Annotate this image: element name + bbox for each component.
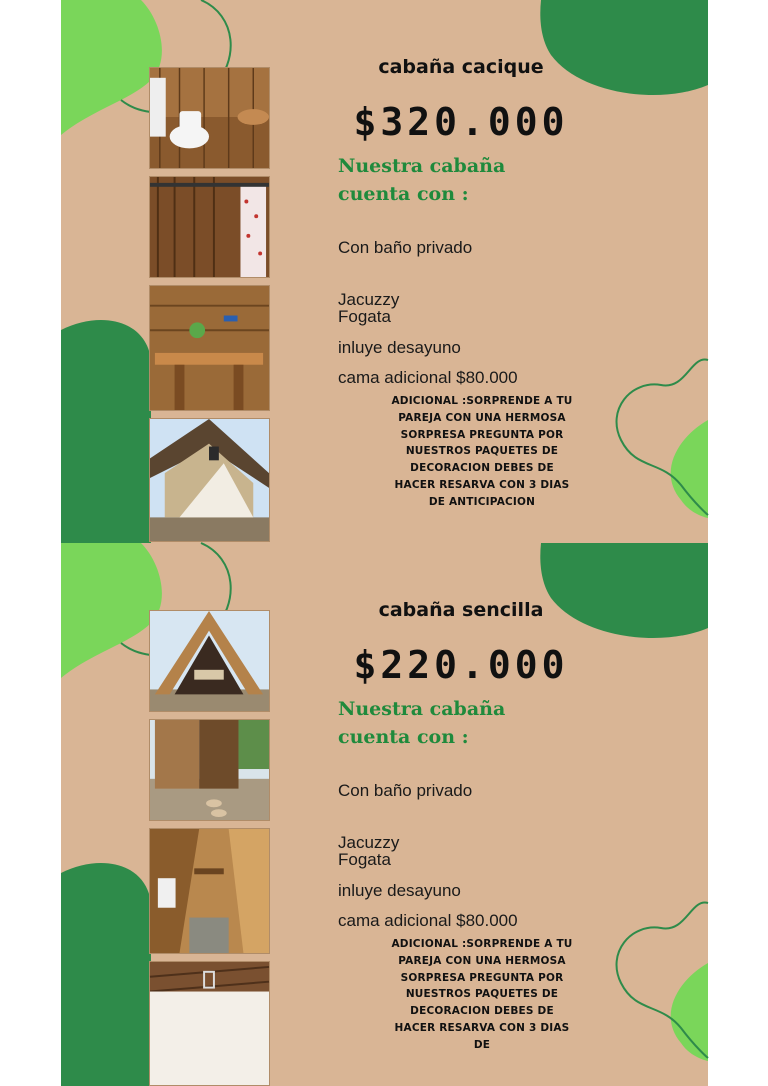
bathroom-toilet-photo [149,67,270,169]
cabin-price: $220.000 [353,643,569,687]
features-heading: Nuestra cabaña cuenta con : [338,698,506,748]
flyer-cabana-sencilla [61,543,708,1086]
feature-jacuzzi: Jacuzzy [338,290,400,309]
feature-private-bathroom: Con baño privado [338,781,473,800]
feature-breakfast: inluye desayuno [338,881,461,900]
cabin-title: cabaña sencilla [378,599,544,621]
feature-breakfast: inluye desayuno [338,338,461,357]
feature-bonfire: Fogata [338,850,391,869]
additional-note: ADICIONAL :SORPRENDE A TU PAREJA CON UNA HERMOSA SORPRESA PREGUNTA POR NUESTROS PAQUETES DE DECORACION DEBES DE HACER RESARVA CON 3 DIAS DE ANTICIPACION [391,395,573,508]
feature-jacuzzi: Jacuzzy [338,833,400,852]
flyer-cabana-cacique [61,0,708,543]
bamboo-bathroom-photo [149,828,270,954]
cabin-title: cabaña cacique [378,56,544,78]
shower-photo [149,176,270,278]
cabin-price: $320.000 [353,100,569,144]
bamboo-table-photo [149,285,270,411]
flyer-page [61,0,708,1051]
bathroom-door-photo [149,719,270,821]
feature-extra-bed: cama adicional $80.000 [338,911,518,930]
a-frame-cabin-photo [149,610,270,712]
additional-note: ADICIONAL :SORPRENDE A TU PAREJA CON UNA HERMOSA SORPRESA PREGUNTA POR NUESTROS PAQUETES DE DECORACION DEBES DE HACER RESARVA CON 3 DIAS DE [391,938,573,1051]
features-heading: Nuestra cabaña cuenta con : [338,155,506,205]
feature-private-bathroom: Con baño privado [338,238,473,257]
feature-extra-bed: cama adicional $80.000 [338,368,518,387]
bed-interior-photo [149,961,270,1086]
cabin-exterior-photo [149,418,270,542]
feature-bonfire: Fogata [338,307,391,326]
